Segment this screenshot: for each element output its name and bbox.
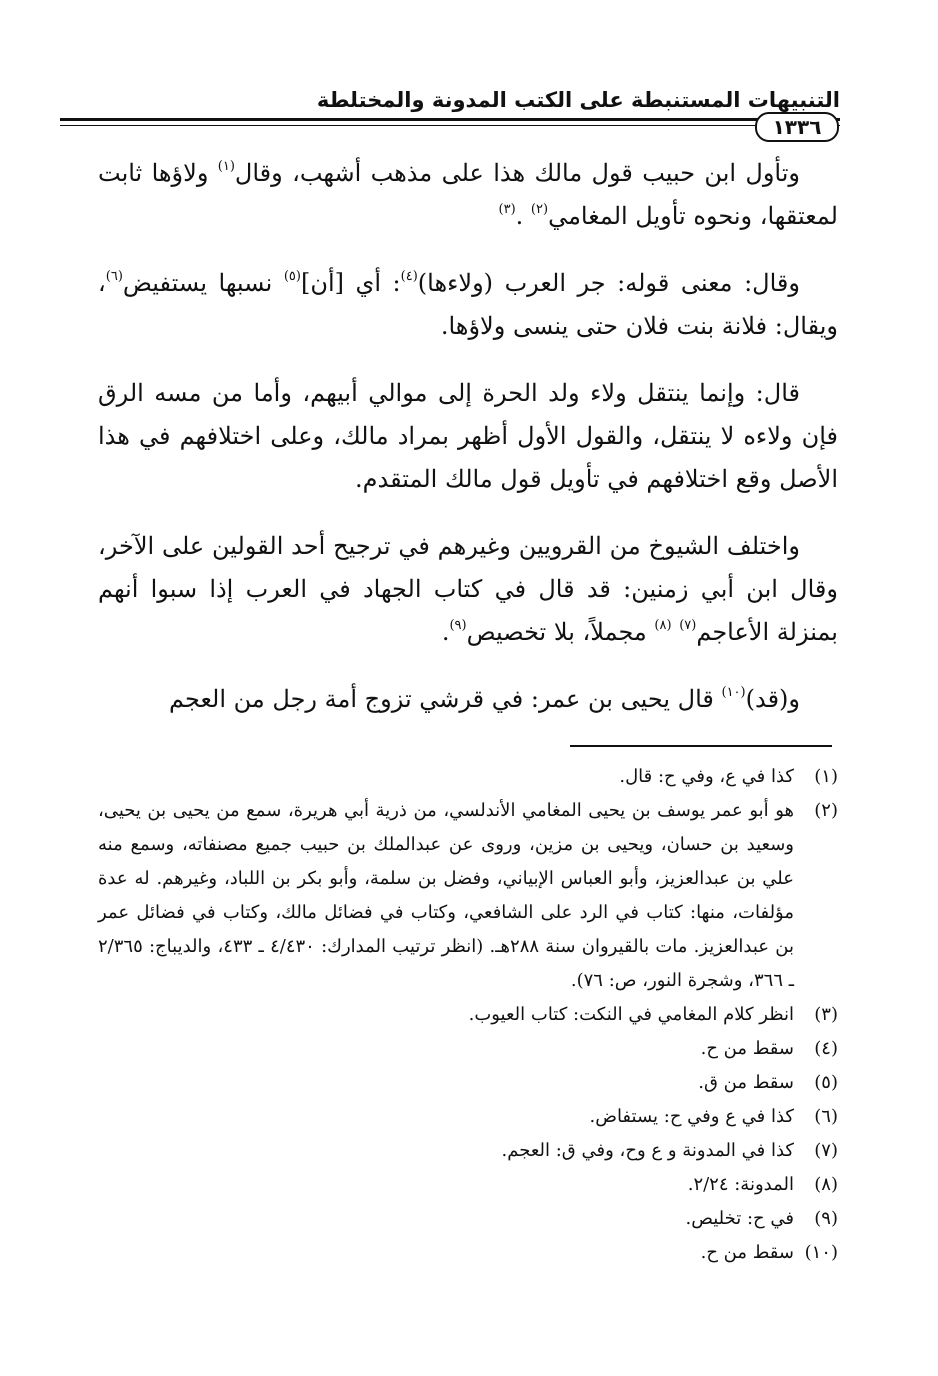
paragraph-text: . xyxy=(441,618,450,646)
paragraph-text: قال يحيى بن عمر: في قرشي تزوج أمة رجل من العجم xyxy=(169,685,722,713)
paragraph xyxy=(98,262,838,348)
footnote-number: (٥) xyxy=(814,1072,838,1093)
footnote-text: المدونة: ٢/٢٤. xyxy=(687,1174,794,1195)
paragraph-text: نسبها يستفيض xyxy=(122,269,284,297)
footnote xyxy=(98,998,838,1032)
footnote-text: سقط من ح. xyxy=(700,1038,794,1059)
footnote xyxy=(98,1134,838,1168)
footnote-text: كذا في ع، وفي ح: قال. xyxy=(619,766,794,787)
paragraph xyxy=(98,678,838,721)
running-header: التنبيهات المستنبطة على الكتب المدونة والمختلطة xyxy=(316,88,840,112)
paragraph-text: مجملاً، بلا تخصيص xyxy=(466,618,655,646)
paragraph-text: قال: وإنما ينتقل ولاء ولد الحرة إلى موالي أبيهم، وأما من مسه الرق فإن ولاءه لا ينتقل، والقول الأول أظهر بمراد مالك، وعلى اختلافهم في هذا الأصل وقع اختلافهم في تأويل قول مالك المتقدم. xyxy=(98,379,838,493)
footnote-text: سقط من ح. xyxy=(700,1242,794,1263)
footnote-marker: (٣) xyxy=(498,202,516,217)
footnote-marker: (٨) xyxy=(654,618,672,633)
paragraph-text: : أي [أن] xyxy=(300,269,401,297)
footnote-marker: (٧) xyxy=(679,618,697,633)
paragraph-text: ولاؤها ثابت لمعتقها، ونحوه تأويل المغامي xyxy=(98,159,838,230)
footnote-text: سقط من ق. xyxy=(698,1072,794,1093)
footnote-number: (٩) xyxy=(814,1208,838,1229)
footnote-text: في ح: تخليص. xyxy=(685,1208,794,1229)
footnote xyxy=(98,1168,838,1202)
footnote-marker: (١٠) xyxy=(721,685,746,700)
footnote-marker: (٤) xyxy=(400,269,418,284)
paragraph-text: و(قد) xyxy=(745,685,800,713)
header-rule xyxy=(60,118,760,126)
footnote-number: (٧) xyxy=(814,1140,838,1161)
footnote-separator xyxy=(570,745,832,747)
paragraph xyxy=(98,152,838,238)
footnote-number: (٨) xyxy=(814,1174,838,1195)
footnote xyxy=(98,1100,838,1134)
footnote xyxy=(98,1202,838,1236)
main-text xyxy=(98,152,838,745)
footnote-text: انظر كلام المغامي في النكت: كتاب العيوب. xyxy=(468,1004,794,1025)
paragraph-text: ، ويقال: فلانة بنت فلان حتى ينسى ولاؤها. xyxy=(98,269,838,340)
footnote-number: (٣) xyxy=(814,1004,838,1025)
footnote xyxy=(98,1066,838,1100)
paragraph-text: . xyxy=(515,202,531,230)
paragraph-text: واختلف الشيوخ من القرويين وغيرهم في ترجيح أحد القولين على الآخر، وقال ابن أبي زمنين: قد قال في كتاب الجهاد في العرب إذا سبوا أنهم بمنزلة الأعاجم xyxy=(98,532,838,646)
footnote xyxy=(98,760,838,794)
footnote-text: هو أبو عمر يوسف بن يحيى المغامي الأندلسي، من ذرية أبي هريرة، سمع من يحيى بن يحيى، وسعيد بن حسان، ويحيى بن مزين، وروى عن عبدالملك بن حبيب جميع مصنفاته، وسمع منه علي بن عبدالعزيز، وأبو العباس الإبياني، وفضل بن سلمة، وأبو بكر بن اللباد، وغيرهم. له عدة مؤلفات، منها: كتاب في الرد على الشافعي، وكتاب في فضائل مالك، وكتاب في فضائل عمر بن عبدالعزيز. مات بالقيروان سنة ٢٨٨هـ. (انظر ترتيب المدارك: ٤/٤٣٠ ـ ٤٣٣، والديباج: ٢/٣٦٥ ـ ٣٦٦، وشجرة النور، ص: ٧٦). xyxy=(98,800,794,991)
paragraph xyxy=(98,372,838,501)
footnote-marker: (٦) xyxy=(105,269,123,284)
footnote-marker: (١) xyxy=(217,159,235,174)
paragraph-text: وقال: معنى قوله: جر العرب (ولاءها) xyxy=(417,269,800,297)
footnote-number: (٦) xyxy=(814,1106,838,1127)
footnote-number: (٢) xyxy=(814,800,838,821)
footnote-number: (٤) xyxy=(814,1038,838,1059)
footnote-marker: (٢) xyxy=(530,202,549,217)
page-number: ١٣٣٦ xyxy=(755,112,839,142)
footnote xyxy=(98,1236,838,1270)
paragraph-text: وتأول ابن حبيب قول مالك هذا على مذهب أشهب، وقال xyxy=(234,159,800,187)
footnote-number: (١٠) xyxy=(804,1242,838,1263)
footnote-text: كذا في ع وفي ح: يستفاض. xyxy=(589,1106,794,1127)
footnotes xyxy=(98,760,838,1270)
footnote-marker: (٥) xyxy=(283,269,301,284)
paragraph xyxy=(98,525,838,654)
footnote xyxy=(98,794,838,998)
footnote-text: كذا في المدونة و ع وح، وفي ق: العجم. xyxy=(501,1140,794,1161)
footnote-marker: (٩) xyxy=(449,618,467,633)
footnote-number: (١) xyxy=(814,766,838,787)
footnote xyxy=(98,1032,838,1066)
